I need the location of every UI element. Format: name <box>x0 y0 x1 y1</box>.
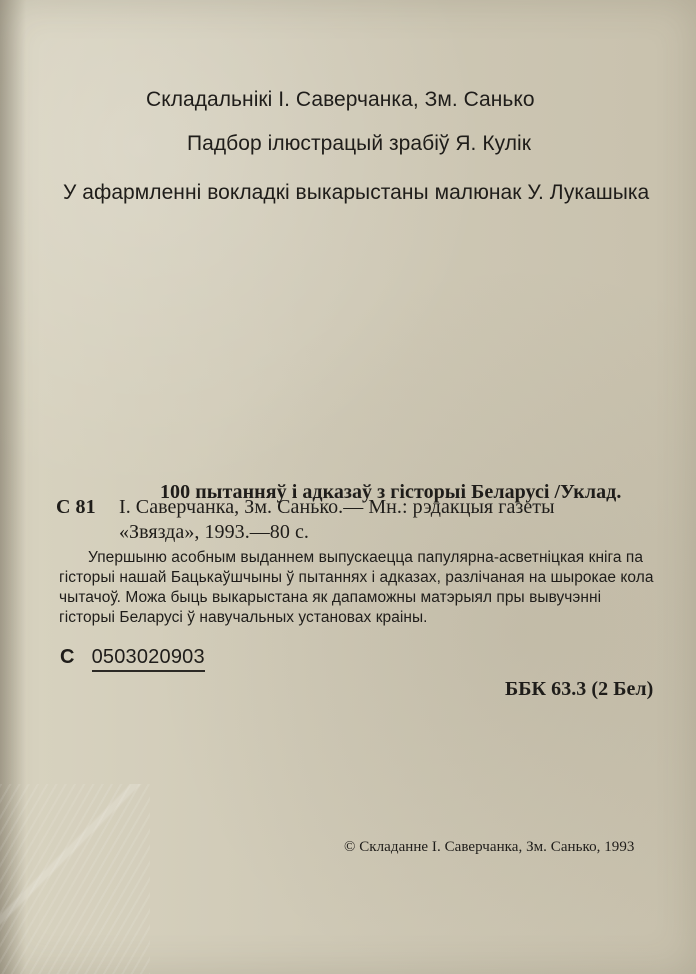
worn-page-corner <box>0 784 150 974</box>
annotation-line-2: гісторыі нашай Бацькаўшчыны ў пытаннях і адказах, разлічаная на шырокае кола <box>59 569 654 586</box>
annotation-line-3: чытачоў. Можа быць выкарыстана як дапаможны матэрыял пры вывучэнні <box>59 589 602 606</box>
catalog-authors-line: І. Саверчанка, Зм. Санько.— Мн.: рэдакцыя газеты <box>119 496 555 518</box>
classification-code-block <box>60 646 205 672</box>
copyright-notice: © Складанне І. Саверчанка, Зм. Санько, 1993 <box>344 839 635 855</box>
annotation-line-1: Упершыню асобным выданнем выпускаецца папулярна-асветніцкая кніга па <box>88 549 644 566</box>
compilers-credit: Складальнікі І. Саверчанка, Зм. Санько <box>146 88 535 111</box>
classification-prefix: С <box>60 646 75 668</box>
annotation-line-4: гісторыі Беларусі ў навучальных установах краіны. <box>59 609 428 626</box>
catalog-publisher-line: «Звязда», 1993.—80 с. <box>119 521 309 543</box>
illustrations-credit: Падбор ілюстрацый зрабіў Я. Кулік <box>187 132 531 155</box>
catalog-index-code: С 81 <box>56 496 96 518</box>
cover-credit: У афармленні вокладкі выкарыстаны малюнак У. Лукашыка <box>63 181 650 204</box>
classification-code: 0503020903 <box>92 646 205 672</box>
bbk-code: ББК 63.3 (2 Бел) <box>505 678 654 700</box>
catalog-title-line: 100 пытанняў і адказаў з гісторыі Беларусі /Уклад. <box>160 481 622 503</box>
